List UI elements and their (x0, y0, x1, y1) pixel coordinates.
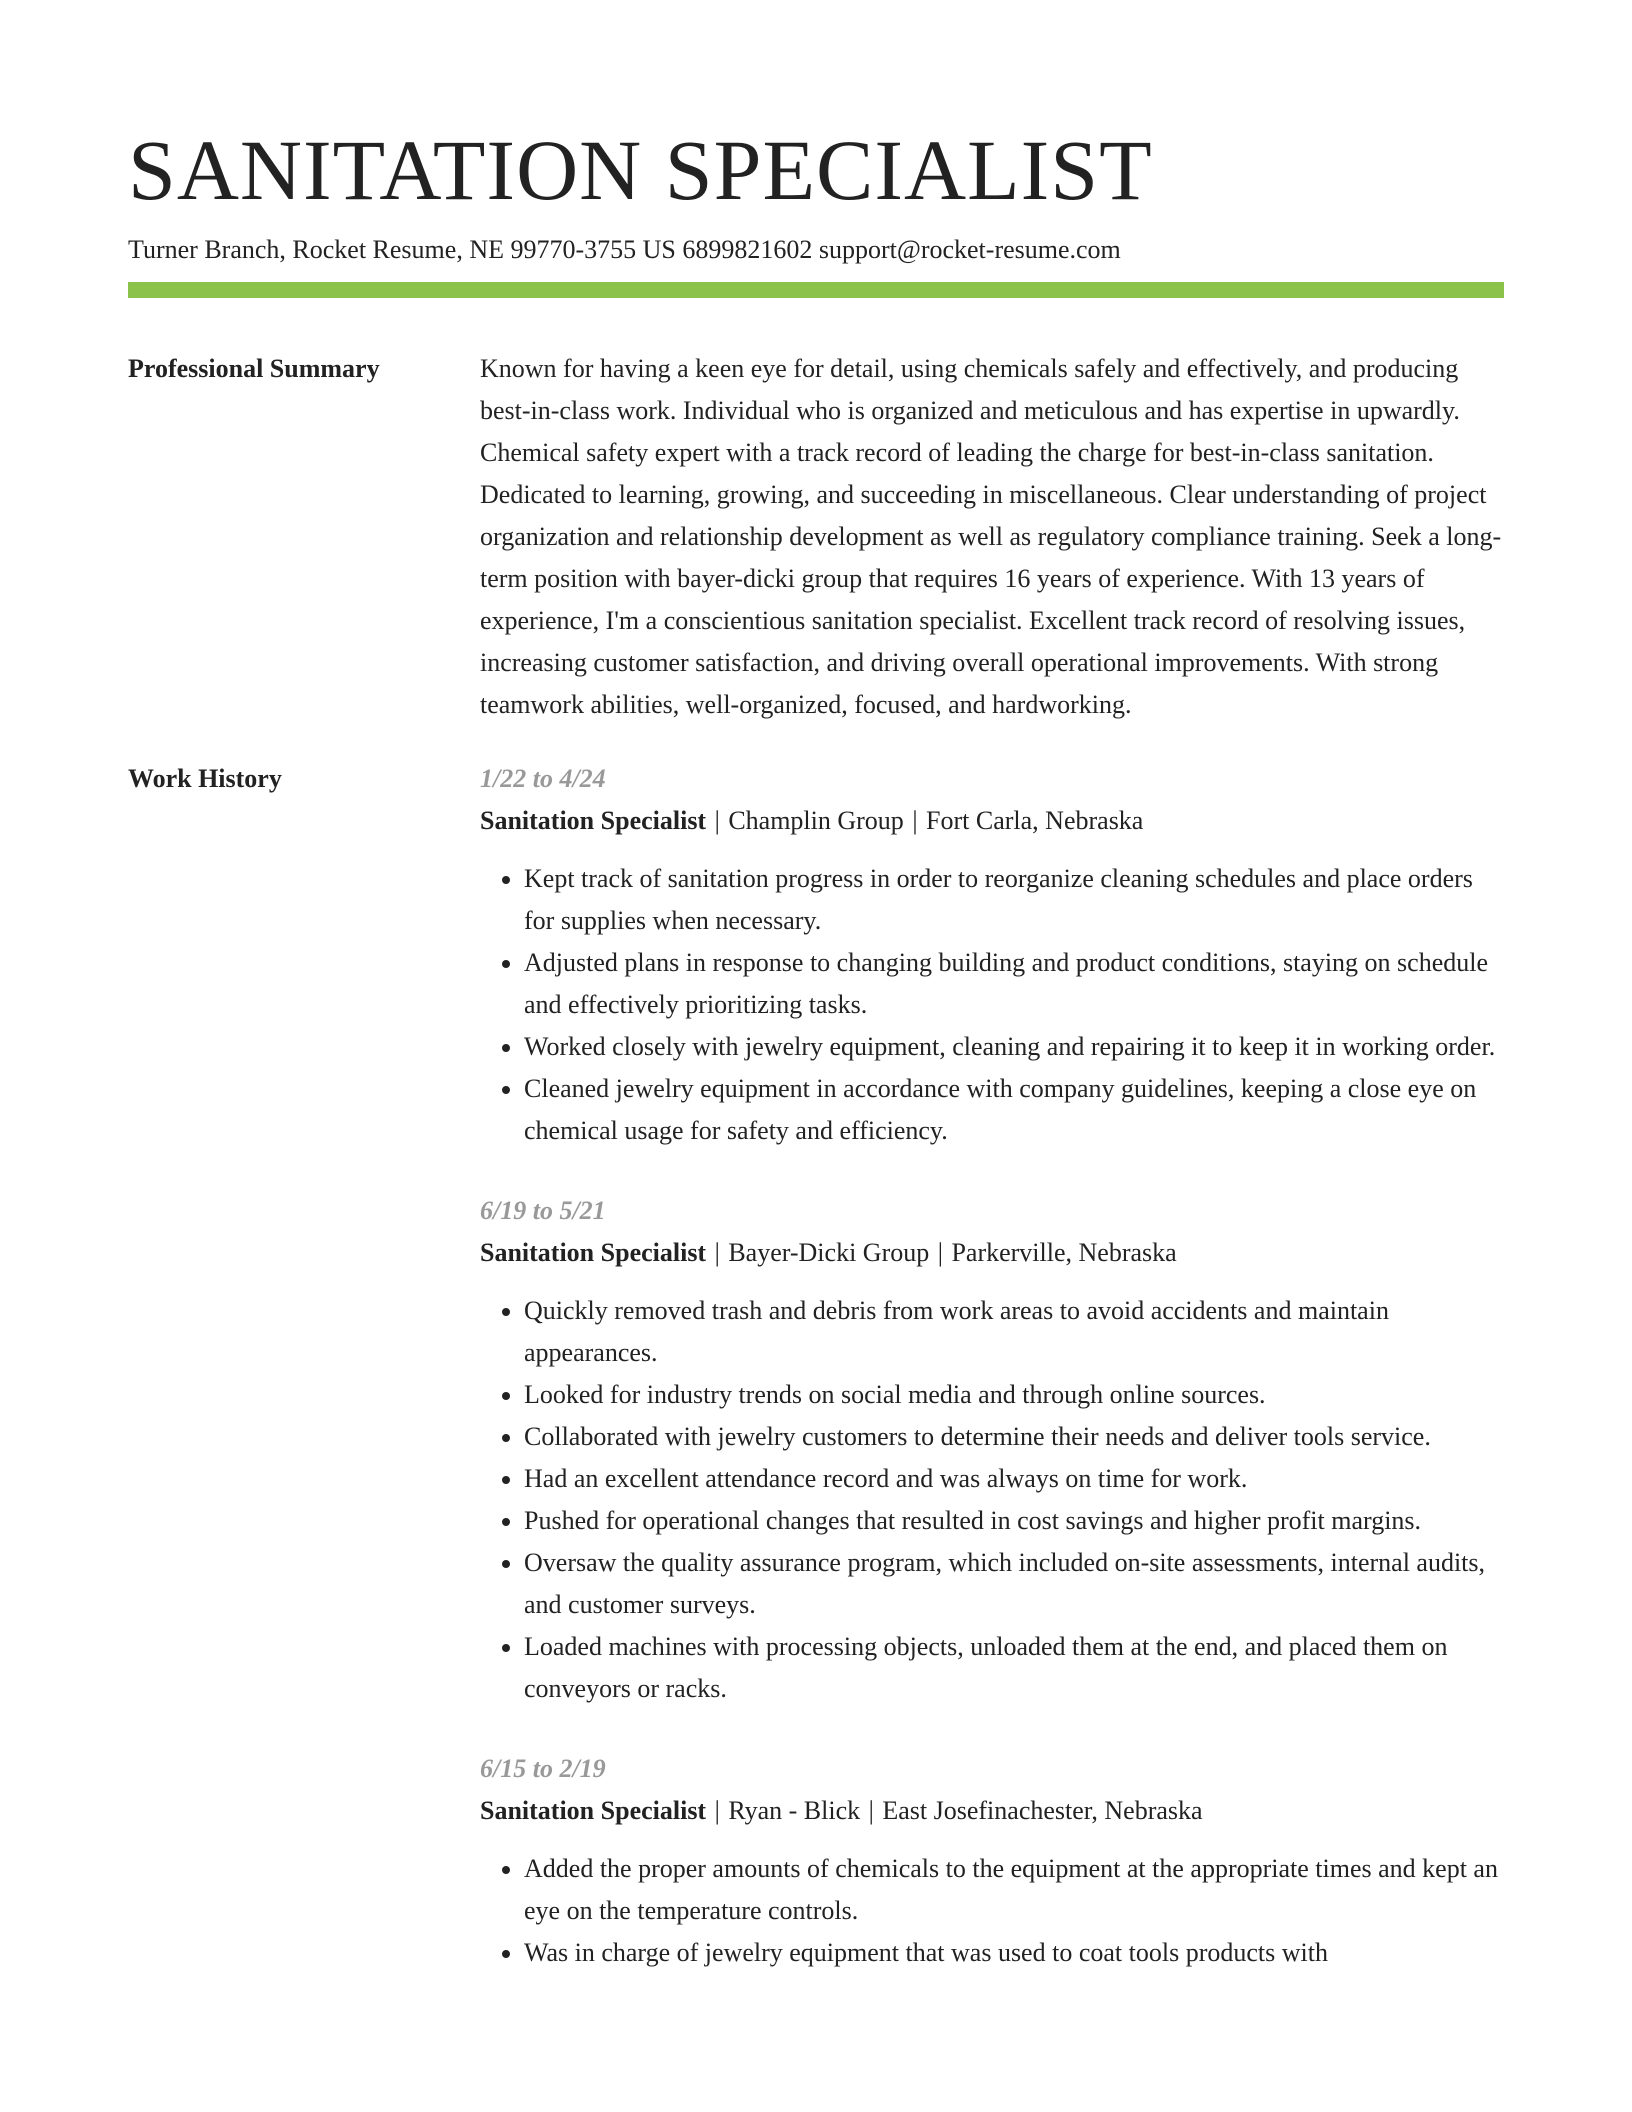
work-history-section (128, 758, 1504, 2012)
job-company: Bayer-Dicki Group (728, 1238, 930, 1267)
job-bullet: • Collaborated with jewelry customers to determine their needs and deliver tools service. (524, 1416, 1504, 1458)
contact-email: support@rocket-resume.com (818, 235, 1121, 264)
job-entry (480, 1190, 1504, 1710)
header-divider (128, 282, 1504, 298)
job-bullet-list (480, 858, 1504, 1152)
job-bullet-list (480, 1848, 1504, 1974)
job-company: Champlin Group (728, 806, 904, 835)
job-entry (480, 1748, 1504, 1974)
job-bullet: • Quickly removed trash and debris from work areas to avoid accidents and maintain appearances. (524, 1290, 1504, 1374)
job-bullet: • Added the proper amounts of chemicals to the equipment at the appropriate times and kept an eye on the temperature controls. (524, 1848, 1504, 1932)
summary-text: Known for having a keen eye for detail, using chemicals safely and effectively, and producing best-in-class work. Individual who is organized and meticulous and has expertise in upwardly. Chemical safety expert with a track record of leading the charge for best-in-class sanitation. Dedicated to learning, growing, and succeeding in miscellaneous. Clear understanding of project organization and relationship development as well as regulatory compliance training. Seek a long-term position with bayer-dicki group that requires 16 years of experience. With 13 years of experience, I'm a conscientious sanitation specialist. Excellent track record of resolving issues, increasing customer satisfaction, and driving overall operational improvements. With strong teamwork abilities, well-organized, focused, and hardworking. (480, 354, 1502, 719)
work-history-section-title: Work History (128, 764, 282, 793)
work-history-list (480, 758, 1504, 2012)
job-dates: 6/15 to 2/19 (480, 1754, 606, 1783)
job-location: Fort Carla, Nebraska (926, 806, 1144, 835)
job-dates: 1/22 to 4/24 (480, 764, 606, 793)
job-separator: | (905, 806, 925, 835)
job-bullet: • Looked for industry trends on social media and through online sources. (524, 1374, 1504, 1416)
job-bullet-list (480, 1290, 1504, 1710)
contact-phone: 6899821602 (682, 235, 813, 264)
job-title-line (480, 1790, 1504, 1832)
job-separator: | (708, 1238, 727, 1267)
job-separator: | (931, 1238, 950, 1267)
job-dates: 6/19 to 5/21 (480, 1196, 606, 1225)
job-entry (480, 758, 1504, 1152)
resume-name-heading: SANITATION SPECIALIST (128, 122, 1153, 218)
contact-line (128, 232, 1504, 268)
job-bullet: • Pushed for operational changes that resulted in cost savings and higher profit margins. (524, 1500, 1504, 1542)
job-role: Sanitation Specialist (480, 1238, 707, 1267)
job-bullet: • Loaded machines with processing objects, unloaded them at the end, and placed them on conveyors or racks. (524, 1626, 1504, 1710)
job-bullet: • Adjusted plans in response to changing building and product conditions, staying on schedule and effectively prioritizing tasks. (524, 942, 1504, 1026)
job-separator: | (708, 806, 727, 835)
job-bullet: • Worked closely with jewelry equipment, cleaning and repairing it to keep it in working order. (524, 1026, 1504, 1068)
resume-page (128, 0, 1504, 2012)
job-bullet: • Oversaw the quality assurance program, which included on-site assessments, internal audits, and customer surveys. (524, 1542, 1504, 1626)
summary-section-body (480, 348, 1504, 726)
summary-section-title: Professional Summary (128, 354, 380, 383)
job-separator: | (708, 1796, 727, 1825)
job-title-line (480, 800, 1504, 842)
job-title-line (480, 1232, 1504, 1274)
job-location: Parkerville, Nebraska (951, 1238, 1177, 1267)
job-bullet: • Was in charge of jewelry equipment that was used to coat tools products with (524, 1932, 1504, 1974)
job-role: Sanitation Specialist (480, 1796, 707, 1825)
job-bullet: • Had an excellent attendance record and was always on time for work. (524, 1458, 1504, 1500)
summary-section (128, 348, 1504, 726)
job-bullet: • Cleaned jewelry equipment in accordance with company guidelines, keeping a close eye on chemical usage for safety and efficiency. (524, 1068, 1504, 1152)
job-location: East Josefinachester, Nebraska (882, 1796, 1203, 1825)
job-role: Sanitation Specialist (480, 806, 707, 835)
job-bullet: • Kept track of sanitation progress in order to reorganize cleaning schedules and place orders for supplies when necessary. (524, 858, 1504, 942)
job-company: Ryan - Blick (728, 1796, 861, 1825)
contact-address: Turner Branch, Rocket Resume, NE 99770-3755 US (128, 235, 676, 264)
job-separator: | (862, 1796, 881, 1825)
